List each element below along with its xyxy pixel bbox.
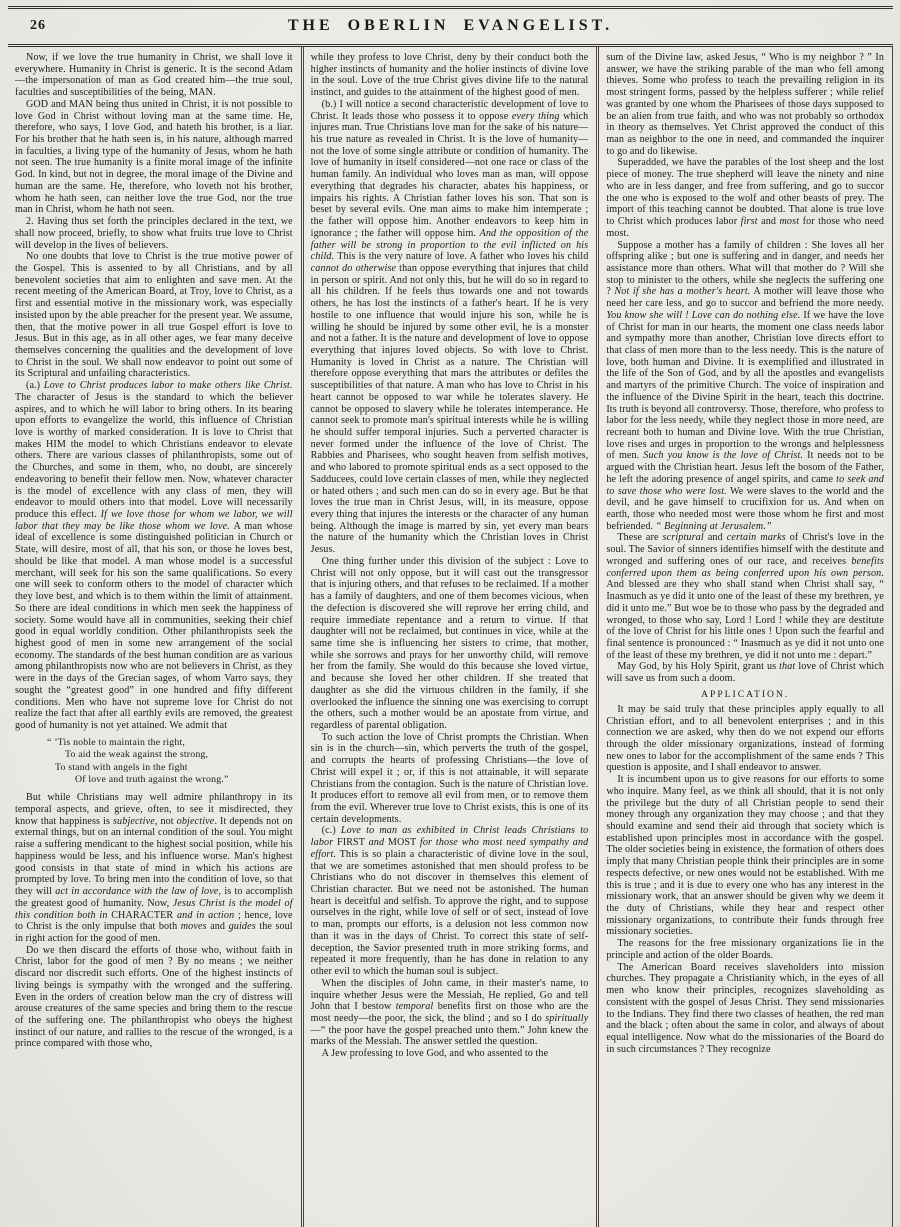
paragraph: 2. Having thus set forth the principles declared in the text, we shall now proceed, briefly, to show what fruits true love to Christ will develop in the lives of believers. — [15, 216, 293, 251]
paragraph: GOD and MAN being thus united in Christ, it is not possible to love God in Christ without loving man at the same time. He, therefore, who says, I love God, and hateth his brother, is a liar. For his brother that he hath seen is, in his nature, although marred in faculties, a living type of the humanity of Jesus, whom he hath not seen. The true humanity is a finite moral image of the infinite God. In kind, but not in degree, the moral image of the Divine and human are the same. He, therefore, who loveth not his brother, whom he hath seen, can neither love the true God, nor the true man in Christ, whom he hath not seen. — [15, 98, 293, 216]
paragraph: Now, if we love the true humanity in Christ, we shall love it everywhere. Humanity in Christ is generic. It is the second Adam—the impersonation of man as God created him—the true soul, faculties and susceptibilities of the being, MAN. — [15, 52, 293, 99]
paragraph: It is incumbent upon us to give reasons for our efforts to some who inquire. Many feel, as we think all should, that it is not only the privilege but the duty of all Christian people to send their money through any organization they may choose ; and that they should examine and send their aid through that society which is established upon principles most in accordance with the gospel. The older societies being in existence, the formation of others does imply that many Christian people think their principles are in some respects defective, or new ones would not be established. With me this is true ; and it is due to every one who has any interest in the missionary work, that an answer should be given why we deem it the duty of Christians, while they hear and respect other missionary organizations, to contribute their funds through free missionary societies. — [606, 774, 885, 938]
paragraph: (b.) I will notice a second characteristic development of love to Christ. It leads those who possess it to oppose every thing which injures man. True Christians love man for the sake of his nature—his true nature as revealed in Christ. It is the love of humanity—not the love of some single attribute or condition of humanity. The love of humanity in itself considered—not one race or class of the human family. An individual who loves man as man, will oppose everything that degrades his character, abates his happiness, or impairs his rights. A Christian father loves his son. That son is beset by several evils. One man aims to make him intemperate ; the father will oppose him. Another endeavors to keep him in ignorance ; the father will oppose him. And the opposition of the father will be strong in proportion to the evil inflicted on his child. This is the very nature of love. A father who loves his child cannot do otherwise than oppose everything that injures that child in person or spirit. And not only this, but he will do so in regard to all his children. If he feels thus towards one and not towards others, he has lost the instincts of a father's heart. If he is very hostile to one influence that would injure his son, while he is willing he should be injured by some other evil, he is a monster and not a father. It is the nature and development of love to oppose everything that injures loved objects. So with love to Christ. Humanity is loved in Christ as a nature. The Christian will therefore oppose everything that mars the attributes or defiles the susceptibilities of that nature. A man who has love to Christ in his heart cannot be opposed to war while he tolerates slavery. He cannot be opposed to slavery while he tolerates intemperance. He cannot seek to promote man's spiritual interests while he is willing he should suffer temporal injuries. Such a perverted character is never formed under the influence of the love of Christ. The Rabbies and Pharisees, who sought heaven from selfish motives, and who labored to promote spiritual ends as a sect opposed to the Sadducees, could love certain classes of men, while they neglected or hated others ; and such men can do so in every age. But he that loves the true man in Christ Jesus, will, in its measure, oppose every thing that injures the interests or the character of any human being. Although the image is marred by sin, yet every man bears the nature of the humanity which the Christian loves in Christ Jesus. — [310, 98, 589, 556]
column-1 — [8, 47, 301, 1227]
poem-line: Of love and truth against the wrong.” — [75, 773, 229, 785]
column-3 — [596, 47, 892, 1227]
paragraph: No one doubts that love to Christ is the true motive power of the Gospel. This is assented to by all Christians, and by all benevolent societies that aim to enlighten and save men. At the recent meeting of the American Board, at Troy, love to Christ, as a first and essential motive in the missionary work, was especially insisted upon by the able preacher for the present year. We assume, then, that the motive power in all true Gospel effort is love to Jesus. But in this age, as in all other ages, we fear many deceive themselves concerning the qualities and the development of love to Christ in the soul. We shall now endeavor to point out some of its Scriptural and unfailing characteristics. — [15, 251, 293, 380]
section-heading: APPLICATION. — [701, 688, 790, 700]
poem — [15, 737, 293, 787]
masthead — [8, 6, 893, 47]
paragraph: Suppose a mother has a family of children : She loves all her offspring alike ; but one is suffering and in danger, and needs her assistance more than others. What will that mother do ? Will she stop to minister to the others, while she neglects the suffering one ? Not if she has a mother's heart. A mother will leave those who need her care less, and go to succor and befriend the more needy. You know she will ! Love can do nothing else. If we have the love of Christ for man in our hearts, the moment one class needs labor and sympathy more than another, Christian love directs effort to that class of men more than to the less needy. This is the nature of love, both human and Divine. It is exemplified and illustrated in the life of the Son of God, and by all the apostles and evangelists and martyrs of the primitive Church. The voice of inspiration and the influence of the Divine Spirit in the heart, teach this doctrine. Its truth is beyond all controversy. Those, therefore, who profess to labor for the less needy, while they neglect those in more need, are recreant both to human and Divine love. With the true Christian, love rises and urges in proportion to the wrongs and helplessness of men. Such you know is the love of Christ. It needs not to be argued with the Christian heart. Jesus left the bosom of the Father, he left the adoring presence of angel spirits, and came to seek and to save those who were lost. We were slaves to the world and the devil, and he gave himself to crucifixion for us. And when on earth, those who needed most were those whom he first and most befriended. “ Beginning at Jerusalem.” — [606, 239, 885, 532]
paragraph: To such action the love of Christ prompts the Christian. When sin is in the church—sin, which perverts the truth of the gospel, and corrupts the hearts of professing Christians—the love of Christ will expel it ; or, if this is not attainable, it will separate Christians from the contagion. Such is the nature of Christian love. It produces effort to remove all evil from men, or to remove them from the evil. Wherever true love to Christ exists, this is one of its certain developments. — [310, 731, 589, 825]
page-number: 26 — [30, 18, 46, 33]
paragraph: Do we then discard the efforts of those who, without faith in Christ, labor for the good of men ? By no means ; we neither discard nor discredit such efforts. One of the highest instincts of living beings is sympathy with the wronged and the suffering. Even in the orders of creation below man the cry of distress will arouse creatures of the same species and bring them to the rescue of the suffering one. The philanthropist who obeys the highest instinct of our nature, and rallies to the rescue of the wronged, is a prince compared with those who, — [15, 944, 293, 1050]
page-title: THE OBERLIN EVANGELIST. — [287, 17, 614, 34]
paragraph: Superadded, we have the parables of the lost sheep and the lost piece of money. The true shepherd will leave the ninety and nine who are in less danger, and free from suffering, and go to succor the one who is exposed to the wolf and other beasts of prey. The import of this teaching cannot be doubted. That alone is true love to Christ which produces labor first and most for those who need most. — [606, 157, 885, 239]
paragraph: sum of the Divine law, asked Jesus, “ Who is my neighbor ? ” In answer, we have the striking parable of the man who fell among thieves. Some who profess to teach the prevailing religion in its most stringent forms, passed by the helpless sufferer ; while relief was granted by one whom the Pharisees of those days supposed to be an alien from true faith, and who was not probably so orthodox in theory as themselves. Yet Christ approved the conduct of this man as neighbor to the one in need, and commanded the inquirer to go and do likewise. — [606, 52, 885, 157]
paragraph: May God, by his Holy Spirit, grant us that love of Christ which will save us from such a doom. — [606, 661, 885, 685]
paragraph: One thing further under this division of the subject : Love to Christ will not only oppose, but it will cast out the transgressor that is injuring others, and that refuses to be reclaimed. If a mother has a family of daughters, and one of them becomes vicious, when the defection is discovered she will reprove her erring child, and require immediate repentance and a return to virtue. If that daughter will not be reclaimed, but continues in vice, while at the same time she is influencing her sisters to crime, that mother, while she sorrows and prays for her unworthy child, will remove her from the family. She would do this because she loved virtue, and because she loved her other children. If she treated that daughter as she did the virtuous children in the family, if she overlooked the influence the sinning one was exercising to corrupt the others, such a mother would be an apostate from virtue, and regardless of parental obligation. — [310, 555, 589, 731]
paragraph: (a.) Love to Christ produces labor to make others like Christ. The character of Jesus is the standard to which the believer aspires, and to which he will labor to bring others. In its bearing upon efforts to evangelize the world, this influence of Christian love is worthy of marked consideration. It is love to Christ that makes HIM the model to which Christians endeavor to elevate others. There are various classes of philanthropists, some out of the Churches, and some in them, who, no doubt, are sincerely endeavoring to benefit their fellow men. Now, whatever character is the model of excellence with any class of men, they will endeavor to mould others into that model. Love will necessarily produce this effect. If we love those for whom we labor, we will labor that they may be like those whom we love. A man whose ideal of excellence is some distinguished politician in Church or State, will desire, most of all, that his son, or those he loves best, should be like that model. A man whose model is a successful merchant, will seek for his son the same qualifications. So every one will seek to conform others to the model of character which they love best, and which is to them within the limit of attainment. So there are ideal conditions in which men seek the happiness of society. Some would have all in communities, seeking their chief good in equal worldly condition. Other philanthropists seek the highest good of men in some new arrangement of the social economy. The standards of the best human condition are as various among philanthropists now who are not believers in Christ, as they were in the days of the Grecian sages, of whom Varro says, they sought the “greatest good” in one hundred and fifty different conditions. Men who have not supreme love for Christ do not realize the fact that after all earthly evils are removed, the greatest good of humanity is not yet attained. We admit that — [15, 380, 293, 731]
poem-line: To stand with angels in the fight — [55, 761, 188, 773]
paragraph: When the disciples of John came, in their master's name, to inquire whether Jesus were the Messiah, He replied, Go and tell John that I bestow temporal benefits first on those who are the most needy—the poor, the sick, the blind ; and so I do spiritually—“ the poor have the gospel preached unto them.” John knew the marks of the Messiah. The answer settled the question. — [310, 977, 589, 1048]
paragraph: The reasons for the free missionary organizations lie in the principle and action of the older Boards. — [606, 938, 885, 961]
paragraph: (c.) Love to man as exhibited in Christ leads Christians to labor FIRST and MOST for those who most need sympathy and effort. This is so plain a characteristic of divine love in the soul, that we are sometimes astonished that men should profess to be Christians who do not discover in themselves this element of Christian character. But we need not be astonished. The human heart is deceitful and selfish. To approve the right, and to suppose ourselves in the right, while love of self or of sect, instead of love to man, prompts our efforts, is a delusion not less common now than it was in the days of Christ. To correct this state of self-deception, the Savior presented truth in more striking forms, and repeated it more frequently, than he has done in relation to any other evil to which the human soul is subject. — [310, 825, 589, 978]
paragraph: The American Board receives slaveholders into mission churches. They propagate a Christianity which, in the eyes of all men who know their principles, recognizes slaveholding as consistent with the gospel of Jesus Christ. They send missionaries to the Indians. They find there two classes of heathen, the red man and the black ; often about the same in color, and always of about equal intelligence. Now what do the missionaries of the Board do in such circumstances ? They recognize — [606, 961, 885, 1055]
poem-line: To aid the weak against the strong, — [65, 749, 209, 761]
poem-line: “ ’Tis noble to maintain the right, — [47, 736, 186, 748]
paragraph: It may be said truly that these principles apply equally to all Christian effort, and to all benevolent enterprises ; and in this connection we are asked, why then do we not expend our efforts through the older missionary organizations, instead of forming new ones to labor for the accomplishment of the same ends ? This question is apposite, and I shall endeavor to answer. — [606, 703, 885, 774]
paragraph: These are scriptural and certain marks of Christ's love in the soul. The Savior of sinners identifies himself with the destitute and wronged and suffering ones of our race, and receives benefits conferred upon them as being conferred upon his own person. And blessed are they who shall stand when Christ shall say, “ Inasmuch as ye did it unto one of the least of these my brethren, ye did it unto me.” But woe be to those who pass by the degraded and wronged, to those who say, Lord ! Lord ! while they are destitute of the love of Christ for his little ones ! Upon such the fearful and final sentence is pronounced : “ Inasmuch as ye did it not unto one of the least of these my brethren, ye did it not unto me : depart.” — [606, 532, 885, 661]
column-2 — [301, 47, 597, 1227]
paragraph: But while Christians may well admire philanthropy in its temporal aspects, and grieve, often, to see it misdirected, they know that happiness is subjective, not objective. It depends not on external things, but on an internal condition of the soul. You might raise a suffering mendicant to the highest social position, while his happiness would be less, and his influence worse. Man's highest good consists in that state of mind in which his actions are prompted by love. To bring men into the condition of love, so that they will act in accordance with the law of love, is to accomplish the greatest good of humanity. Now, Jesus Christ is the model of this condition both in CHARACTER and in action ; hence, love to Christ is the only impulse that both moves and guides the soul in right action for the good of men. — [15, 792, 293, 944]
paragraph: while they profess to love Christ, deny by their conduct both the higher instincts of humanity and the holier instincts of divine love in the soul. Love of the true Christ gives divine life to the natural instinct, and guides to the attainment of the highest good of men. — [310, 52, 589, 99]
columns-container — [8, 47, 893, 1227]
paragraph: A Jew professing to love God, and who assented to the — [321, 1048, 549, 1060]
